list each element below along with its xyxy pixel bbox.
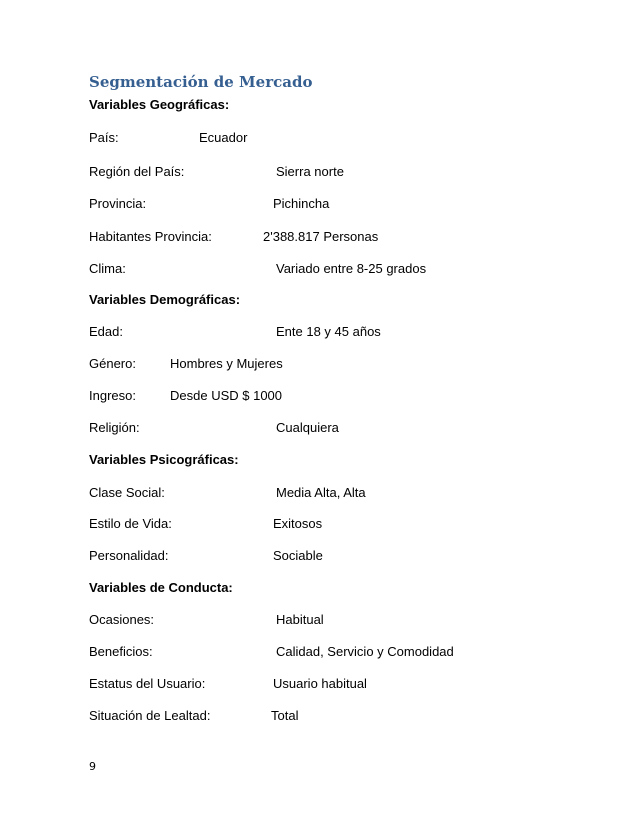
- row-label: Edad:: [89, 324, 123, 339]
- row-label: Clima:: [89, 261, 126, 276]
- row-value: Sierra norte: [276, 164, 344, 179]
- row-value: Calidad, Servicio y Comodidad: [276, 644, 454, 659]
- row-label: Región del País:: [89, 164, 185, 179]
- row-value: Habitual: [276, 612, 324, 627]
- page-heading: Segmentación de Mercado: [89, 73, 313, 91]
- row-label: Personalidad:: [89, 548, 169, 563]
- row-value: Usuario habitual: [273, 676, 367, 691]
- section-title-conducta: Variables de Conducta:: [89, 580, 233, 595]
- row-value: Ente 18 y 45 años: [276, 324, 381, 339]
- row-value: Desde USD $ 1000: [170, 388, 283, 403]
- row-value: 2'388.817 Personas: [263, 229, 379, 244]
- row-label: Situación de Lealtad:: [89, 708, 211, 723]
- row-value: Variado entre 8-25 grados: [276, 261, 427, 276]
- row-label: Ocasiones:: [89, 612, 155, 627]
- row-label: Estilo de Vida:: [89, 516, 172, 531]
- row-value: Media Alta, Alta: [276, 485, 366, 500]
- row-value: Ecuador: [199, 130, 248, 145]
- section-title-psicograficas: Variables Psicográficas:: [89, 452, 239, 467]
- row-label: Provincia:: [89, 196, 147, 211]
- row-value: Pichincha: [273, 196, 330, 211]
- section-title-geograficas: Variables Geográficas:: [89, 97, 230, 112]
- row-value: Hombres y Mujeres: [170, 356, 283, 371]
- row-label: País:: [89, 130, 119, 145]
- row-label: Estatus del Usuario:: [89, 676, 206, 691]
- page-number: 9: [89, 760, 96, 773]
- row-label: Beneficios:: [89, 644, 153, 659]
- row-label: Ingreso:: [89, 388, 136, 403]
- row-label: Género:: [89, 356, 136, 371]
- row-value: Exitosos: [273, 516, 323, 531]
- row-label: Habitantes Provincia:: [89, 229, 212, 244]
- row-value: Cualquiera: [276, 420, 339, 435]
- row-value: Sociable: [273, 548, 323, 563]
- section-title-demograficas: Variables Demográficas:: [89, 292, 241, 307]
- row-label: Religión:: [89, 420, 140, 435]
- row-value: Total: [271, 708, 299, 723]
- row-label: Clase Social:: [89, 485, 165, 500]
